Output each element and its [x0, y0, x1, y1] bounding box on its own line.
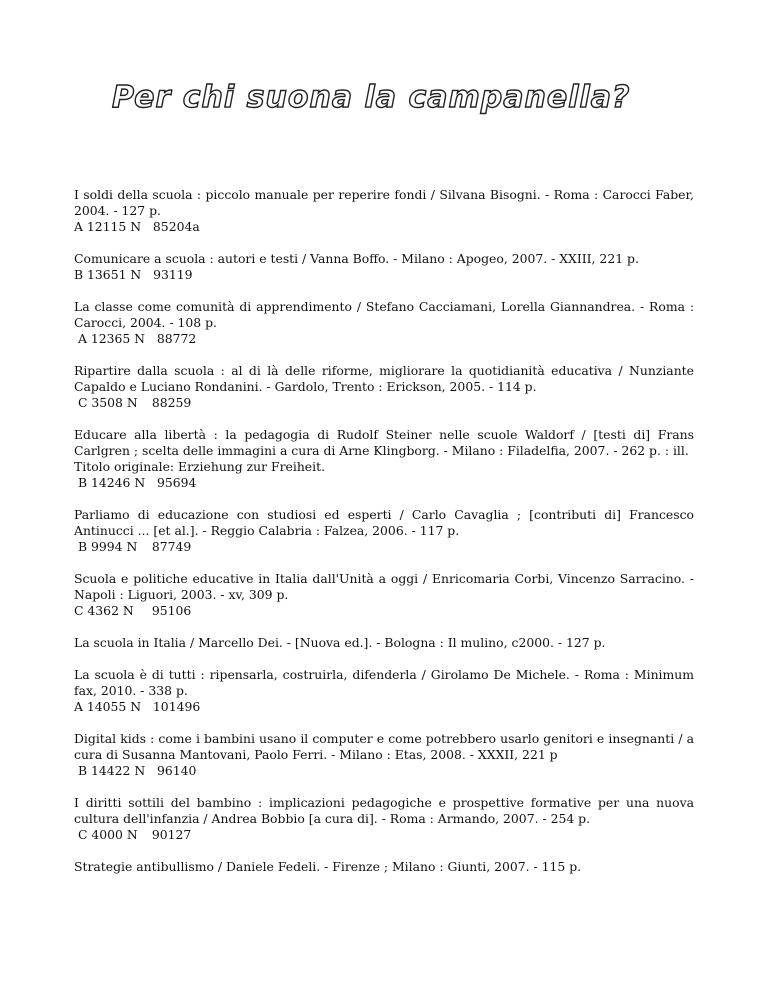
call-number [74, 475, 694, 491]
list-item [74, 635, 694, 651]
call-number [74, 395, 694, 411]
shelf-mark: B 13651 N [74, 267, 142, 282]
inventory-number: 90127 [151, 827, 192, 842]
list-item [74, 859, 694, 875]
inventory-number: 95106 [151, 603, 192, 618]
call-number [74, 331, 694, 347]
shelf-mark: C 4362 N [74, 603, 134, 618]
list-item [74, 731, 694, 779]
entry-citation: Ripartire dalla scuola : al di là delle riforme, migliorare la quotidianità educativa / Nunziante Capaldo e Luciano Rondanini. - Gardolo, Trento : Erickson, 2005. - 114 p. [74, 363, 694, 394]
entry-citation: Digital kids : come i bambini usano il computer e come potrebbero usarlo genitori e insegnanti / a cura di Susanna Mantovani, Paolo Ferri. - Milano : Etas, 2008. - XXXII, 221 p [74, 731, 694, 762]
shelf-mark: A 12365 N [74, 331, 146, 346]
entry-citation: Scuola e politiche educative in Italia dall'Unità a oggi / Enricomaria Corbi, Vincenzo Sarracino. - Napoli : Liguori, 2003. - xv, 309 p. [74, 571, 694, 602]
call-number [74, 827, 694, 843]
entry-citation: Educare alla libertà : la pedagogia di Rudolf Steiner nelle scuole Waldorf / [testi di] Frans Carlgren ; scelta delle immagini a cura di Arne Klingborg. - Milano : Filadelfia, 2007. - 262 p. : ill. [74, 427, 694, 458]
page-title: Per chi suona la campanella? [112, 80, 631, 115]
list-item [74, 667, 694, 715]
entry-citation: La classe come comunità di apprendimento / Stefano Cacciamani, Lorella Giannandrea. - Roma : Carocci, 2004. - 108 p. [74, 299, 694, 330]
list-item [74, 299, 694, 347]
inventory-number: 88259 [151, 395, 192, 410]
inventory-number: 95694 [157, 475, 197, 490]
entry-note: Titolo originale: Erziehung zur Freiheit. [74, 459, 326, 474]
entry-citation: La scuola in Italia / Marcello Dei. - [Nuova ed.]. - Bologna : Il mulino, c2000. - 127 p. [74, 635, 606, 650]
inventory-number: 93119 [153, 267, 193, 282]
list-item [74, 363, 694, 411]
inventory-number: 85204a [152, 219, 200, 234]
shelf-mark: B 14422 N [74, 763, 146, 778]
call-number [74, 539, 694, 555]
call-number [74, 219, 694, 235]
call-number [74, 699, 694, 715]
entry-citation: La scuola è di tutti : ripensarla, costruirla, difenderla / Girolamo De Michele. - Roma : Minimum fax, 2010. - 338 p. [74, 667, 694, 698]
call-number [74, 763, 694, 779]
call-number [74, 603, 694, 619]
shelf-mark: C 4000 N [74, 827, 138, 842]
entry-citation: Parliamo di educazione con studiosi ed esperti / Carlo Cavaglia ; [contributi di] Francesco Antinucci ... [et al.]. - Reggio Calabria : Falzea, 2006. - 117 p. [74, 507, 694, 538]
entry-citation: I diritti sottili del bambino : implicazioni pedagogiche e prospettive formative per una nuova cultura dell'infanzia / Andrea Bobbio [a cura di]. - Roma : Armando, 2007. - 254 p. [74, 795, 694, 826]
entry-citation: Comunicare a scuola : autori e testi / Vanna Boffo. - Milano : Apogeo, 2007. - XXIII, 221 p. [74, 251, 639, 266]
list-item [74, 571, 694, 619]
shelf-mark: B 14246 N [74, 475, 146, 490]
list-item [74, 507, 694, 555]
shelf-mark: C 3508 N [74, 395, 138, 410]
call-number [74, 267, 694, 283]
list-item [74, 795, 694, 843]
shelf-mark: A 14055 N [74, 699, 142, 714]
list-item [74, 427, 694, 491]
entry-citation: I soldi della scuola : piccolo manuale per reperire fondi / Silvana Bisogni. - Roma : Carocci Faber, 2004. - 127 p. [74, 187, 694, 218]
inventory-number: 101496 [152, 699, 201, 714]
list-item [74, 187, 694, 235]
inventory-number: 96140 [157, 763, 197, 778]
inventory-number: 87749 [151, 539, 192, 554]
bibliography-list [74, 187, 694, 891]
shelf-mark: B 9994 N [74, 539, 138, 554]
shelf-mark: A 12115 N [74, 219, 142, 234]
list-item [74, 251, 694, 283]
entry-citation: Strategie antibullismo / Daniele Fedeli. - Firenze ; Milano : Giunti, 2007. - 115 p. [74, 859, 582, 874]
inventory-number: 88772 [156, 331, 197, 346]
